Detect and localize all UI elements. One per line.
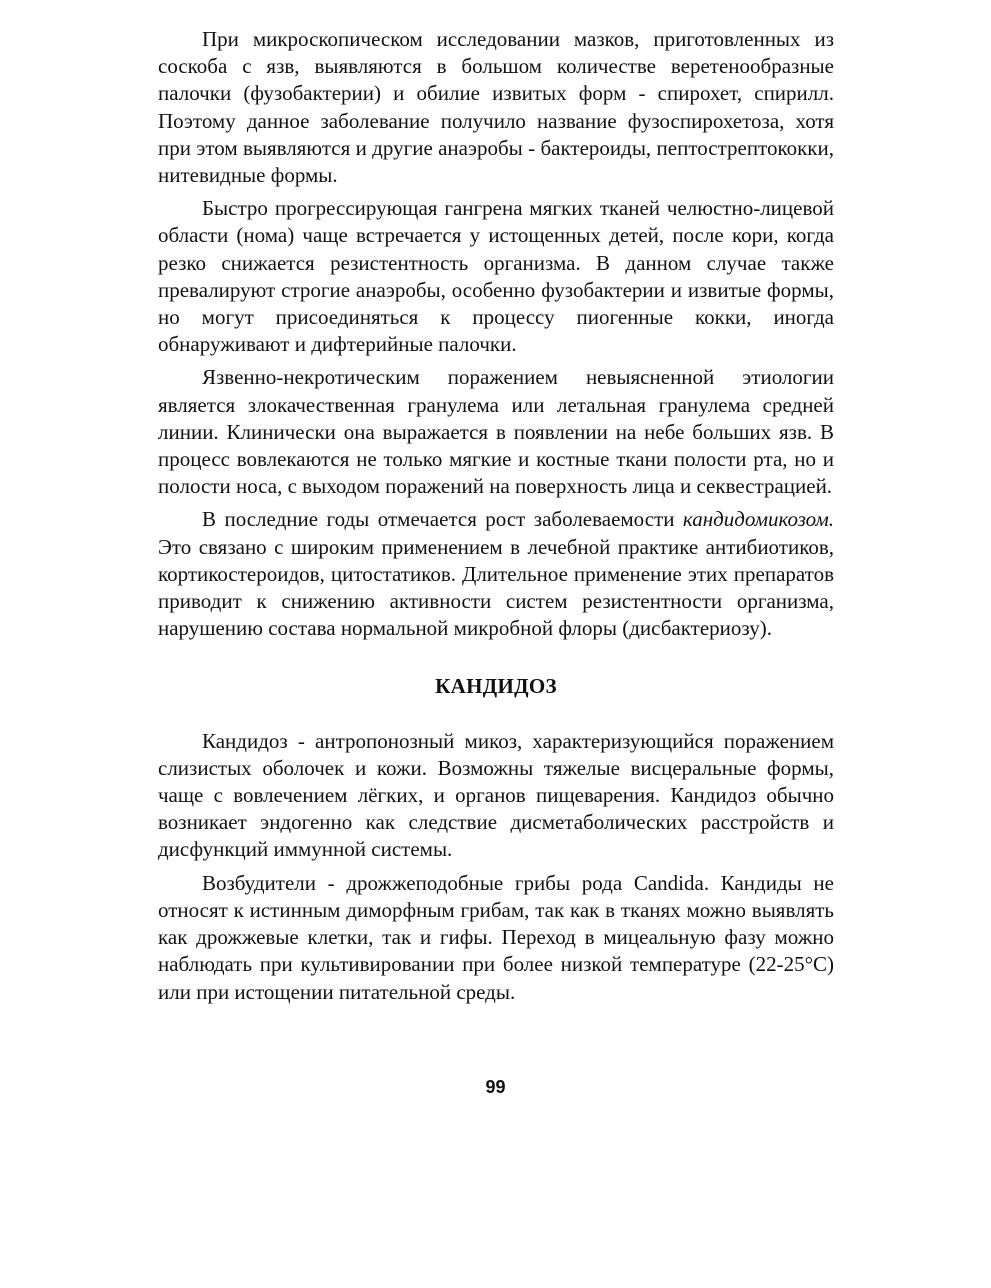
paragraph-candidomycosis (158, 506, 834, 642)
paragraph-pathogens: Возбудители - дрожжеподобные грибы рода Candida. Кандиды не относят к истинным диморфным грибам, так как в тканях можно выявлять как дрожжевые клетки, так и гифы. Переход в мицеальную фазу можно наблюдать при культивировании при более низкой температуре (22-25°C) или при истощении питательной среды. (158, 870, 834, 1004)
document-page (158, 26, 834, 1012)
italic-term: кандидомикозом. (682, 507, 834, 532)
paragraph-candidomycosis-rest: Это связано с широким применением в лечебной практике антибиотиков, кортикостероидов, цитостатиков. Длительное применение этих препаратов приводит к снижению активности систем резистентности организма, нарушению состава нормальной микробной флоры (дисбактериозу). (158, 534, 834, 641)
page-number: 99 (485, 1077, 506, 1097)
paragraph-candidiasis-definition: Кандидоз - антропонозный микоз, характеризующийся поражением слизистых оболочек и кожи. Возможны тяжелые висцеральные формы, чаще с вовлечением лёгких, и органов пищеварения. Кандидоз обычно возникает эндогенно как следствие дисметаболических расстройств и дисфункций иммунной системы. (158, 728, 834, 862)
paragraph-noma: Быстро прогрессирующая гангрена мягких тканей челюстно-лицевой области (нома) чаще встречается у истощенных детей, после кори, когда резко снижается резистентность организма. В данном случае также превалируют строгие анаэробы, особенно фузобактерии и извитые формы, но могут присоединяться к процессу пиогенные кокки, иногда обнаруживают и дифтерийные палочки. (158, 196, 834, 357)
paragraph-candidomycosis-lead: В последние годы отмечается рост заболеваемости (202, 507, 683, 532)
paragraph-microscopy: При микроскопическом исследовании мазков, приготовленных из соскоба с язв, выявляются в большом количестве веретенообразные палочки (фузобактерии) и обилие извитых форм - спирохет, спирилл. Поэтому данное заболевание получило название фузоспирохетоза, хотя при этом выявляются и другие анаэробы - бактероиды, пептострептококки, нитевидные формы. (158, 27, 834, 188)
section-heading: КАНДИДОЗ (435, 674, 557, 699)
paragraph-granuloma: Язвенно-некротическим поражением невыясненной этиологии является злокачественная гранулема или летальная гранулема средней линии. Клинически она выражается в появлении на небе больших язв. В процесс вовлекаются не только мягкие и костные ткани полости рта, но и полости носа, с выходом поражений на поверхность лица и секвестрацией. (158, 365, 834, 499)
